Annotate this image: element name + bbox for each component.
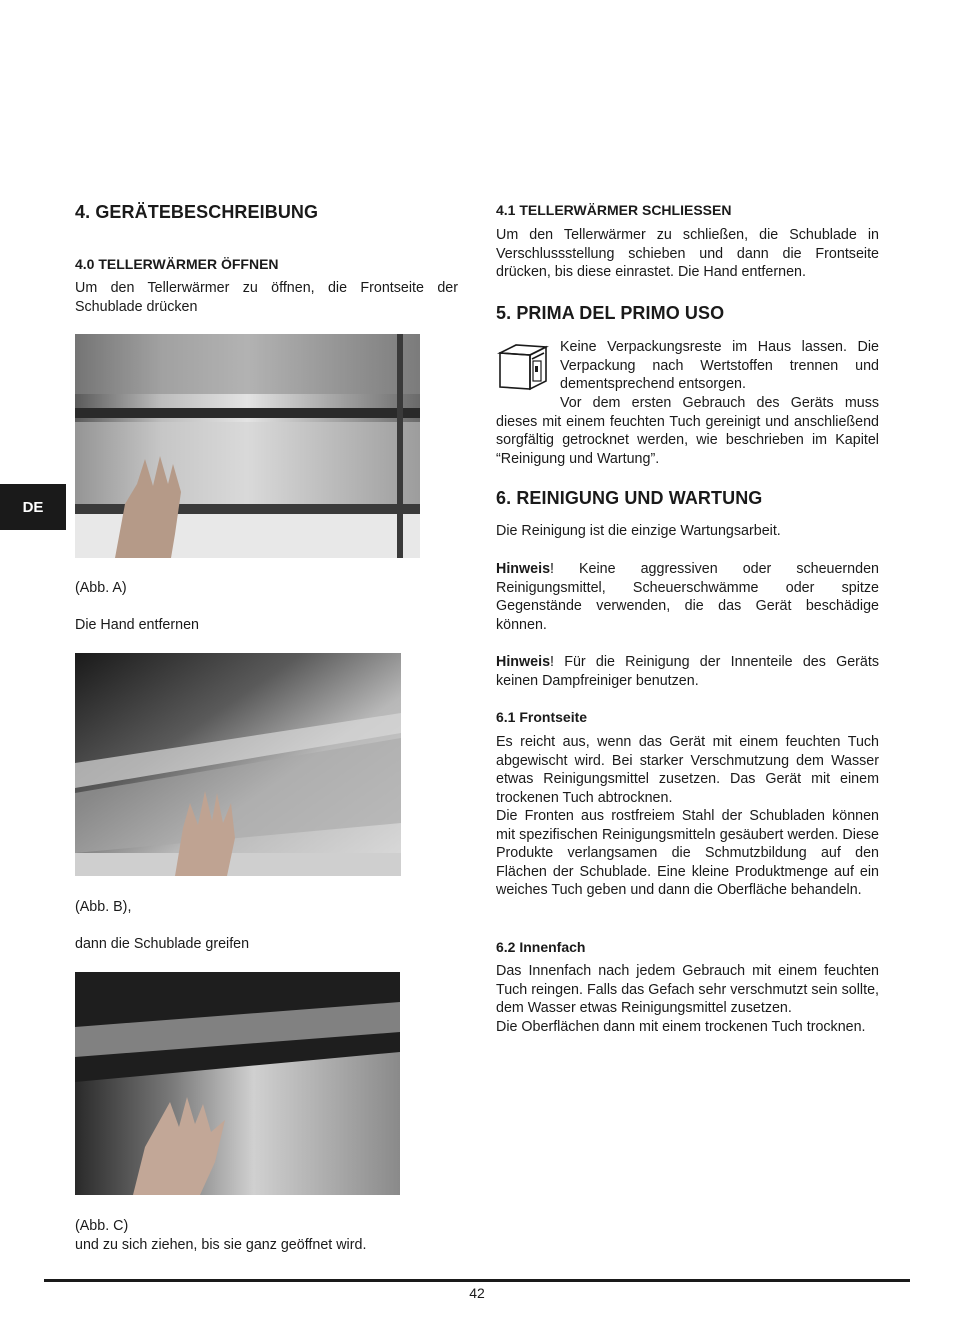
photo-abb-a [75, 334, 420, 558]
inner-dry-text: Die Oberflächen dann mit einem trockenen Tuch trocknen. [496, 1019, 866, 1035]
page-number: 42 [469, 1285, 485, 1301]
front-steel-text: Die Fronten aus rostfreiem Stahl der Schubladen können mit spezifischen Reinigungsmitteln gesäubert werden. Diese Produkte verlangsamen die Schmutzbildung auf den Flächen der Schublade. Eine kleine Produktmenge auf ein weiches Tuch geben und dann die Oberfläche behandeln. [496, 808, 879, 899]
caption-abb-c: (Abb. C) [75, 1218, 129, 1234]
section-heading-cleaning: 6. REINIGUNG UND WARTUNG [496, 488, 763, 508]
cleaning-intro: Die Reinigung ist die einzige Wartungsarbeit. [496, 523, 781, 539]
note-aggressive-cleaners: Hinweis! Keine aggressiven oder scheuernden Reinigungsmittel, Scheuerschwämme oder spitze Gegenstände verwenden, die das Gerät beschädige können. [496, 561, 879, 633]
subheading-inner: 6.2 Innenfach [496, 939, 586, 955]
section-heading-first-use: 5. PRIMA DEL PRIMO USO [496, 303, 725, 323]
open-instructions: Um den Tellerwärmer zu öffnen, die Frontseite der Schublade drücken [75, 280, 458, 315]
photo-abb-b [75, 653, 401, 876]
pull-drawer-text: und zu sich ziehen, bis sie ganz geöffnet wird. [75, 1237, 367, 1253]
footer-divider [44, 1279, 910, 1282]
caption-abb-a: (Abb. A) [75, 580, 127, 596]
before-use-text: Vor dem ersten Gebrauch des Geräts muss dieses mit einem feuchten Tuch gereinigt und anschließend sorgfältig getrocknet werden, wie beschrieben im Kapitel “Reinigung und Wartung”. [496, 395, 879, 467]
note-steam-cleaner: Hinweis! Für die Reinigung der Innenteile des Geräts keinen Dampfreiniger benutzen. [496, 654, 879, 689]
photo-abb-c [75, 972, 400, 1195]
subheading-open: 4.0 TELLERWÄRMER ÖFFNEN [75, 256, 279, 272]
packaging-box-icon [496, 341, 550, 393]
front-cleaning-text: Es reicht aus, wenn das Gerät mit einem feuchten Tuch abgewischt wird. Bei starker Verschmutzung dem Wasser etwas Reinigungsmittel zusetzen. Das Gerät mit einem trockenen Tuch abtrocknen. [496, 734, 879, 806]
grab-drawer-text: dann die Schublade greifen [75, 936, 250, 952]
subheading-front: 6.1 Frontseite [496, 709, 588, 725]
language-tab: DE [0, 484, 66, 530]
inner-cleaning-text: Das Innenfach nach jedem Gebrauch mit einem feuchten Tuch reingen. Falls das Gefach sehr verschmutzt sein sollte, dem Wasser etwas Reinigungsmittel zusetzen. [496, 963, 879, 1017]
note-label: Hinweis [496, 561, 551, 577]
remove-hand-text: Die Hand entfernen [75, 617, 199, 633]
caption-abb-b: (Abb. B), [75, 899, 132, 915]
close-instructions: Um den Tellerwärmer zu schließen, die Schublade in Verschlussstellung schieben und dann die Frontseite drücken, bis diese einrastet. Die Hand entfernen. [496, 227, 879, 281]
note-label: Hinweis [496, 654, 551, 670]
section-heading-description: 4. GERÄTEBESCHREIBUNG [75, 202, 319, 222]
packaging-text: Keine Verpackungsreste im Haus lassen. Die Verpackung nach Wertstoffen trennen und dementsprechend entsorgen. [560, 339, 879, 393]
subheading-close: 4.1 TELLERWÄRMER SCHLIESSEN [496, 202, 732, 218]
